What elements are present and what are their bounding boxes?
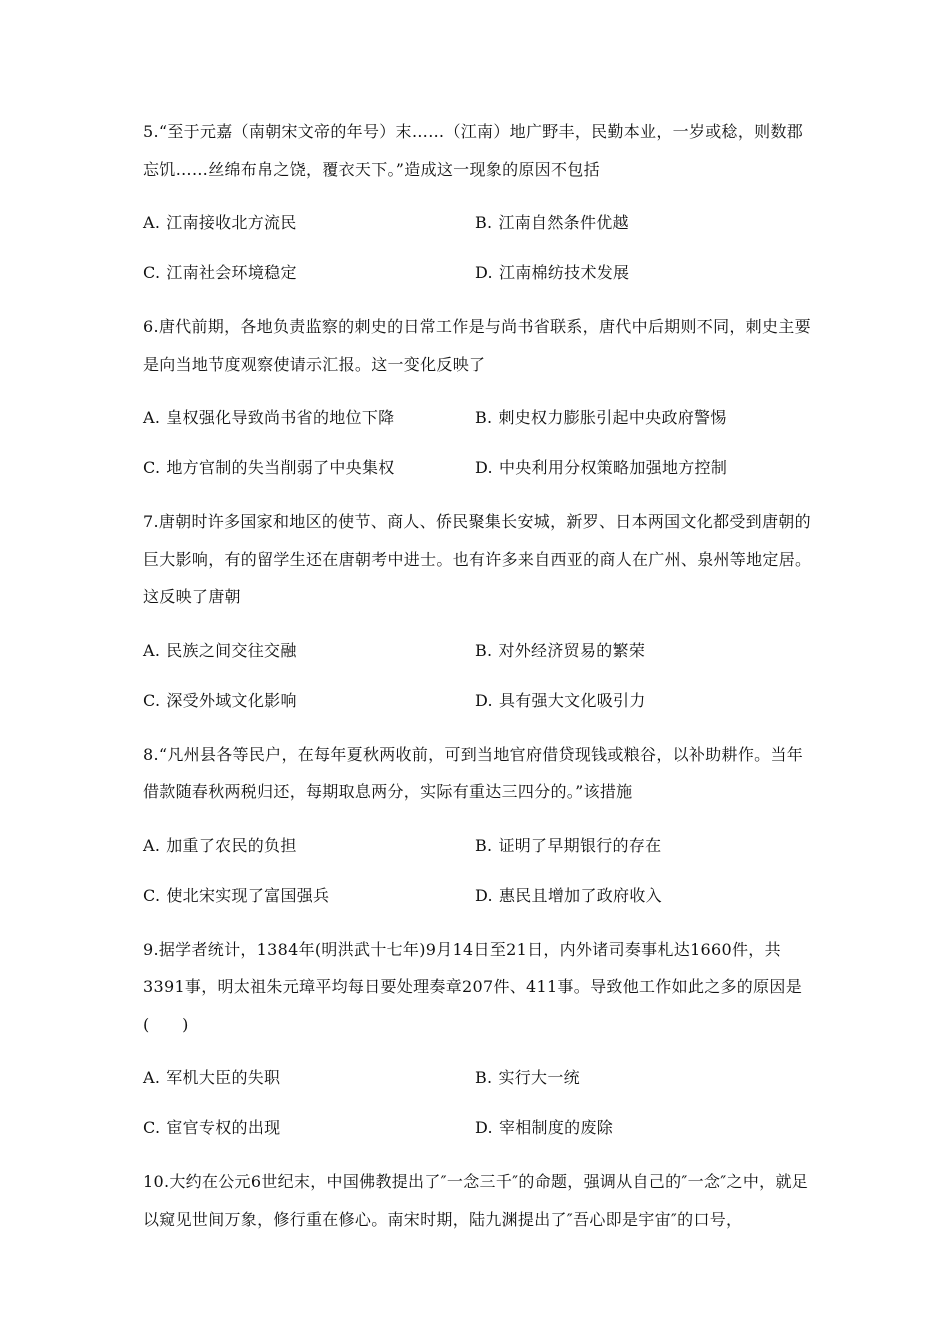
option-a[interactable] <box>143 626 475 676</box>
option-label: A. <box>143 213 161 232</box>
option-text: 具有强大文化吸引力 <box>498 690 646 710</box>
option-a[interactable] <box>143 198 475 248</box>
question-5 <box>143 113 813 298</box>
option-label: B. <box>475 1068 493 1087</box>
option-a[interactable] <box>143 1053 475 1103</box>
option-c[interactable] <box>143 443 475 493</box>
option-label: A. <box>143 1068 161 1087</box>
option-d[interactable] <box>475 1103 813 1153</box>
option-text: 证明了早期银行的存在 <box>498 835 662 855</box>
option-label: B. <box>475 835 493 855</box>
option-label: B. <box>475 640 493 660</box>
options-grid <box>143 1053 813 1153</box>
option-label: D. <box>475 263 493 282</box>
option-label: D. <box>475 885 493 905</box>
option-label: B. <box>475 408 493 427</box>
question-9 <box>143 931 813 1154</box>
option-text: 对外经济贸易的繁荣 <box>498 640 646 660</box>
option-text: 宰相制度的废除 <box>498 1118 614 1137</box>
exam-page <box>143 113 813 1238</box>
question-number: 10. <box>143 1172 170 1191</box>
option-c[interactable] <box>143 1103 475 1153</box>
option-text: 加重了农民的负担 <box>166 835 297 855</box>
option-c[interactable] <box>143 248 475 298</box>
option-label: D. <box>475 690 493 710</box>
option-d[interactable] <box>475 871 813 921</box>
option-text: 使北宋实现了富国强兵 <box>166 885 330 905</box>
option-b[interactable] <box>475 821 813 871</box>
option-text: 民族之间交往交融 <box>166 640 297 660</box>
question-stem <box>143 736 813 811</box>
option-text: 江南接收北方流民 <box>166 213 297 232</box>
question-stem <box>143 308 813 383</box>
option-label: A. <box>143 640 161 660</box>
option-c[interactable] <box>143 676 475 726</box>
option-label: D. <box>475 1118 493 1137</box>
option-text: 地方官制的失当削弱了中央集权 <box>166 458 395 477</box>
question-text: “凡州县各等民户，在每年夏秋两收前，可到当地官府借贷现钱或粮谷，以补助耕作。当年借款随春秋两税归还，每期取息两分，实际有重达三四分的。”该措施 <box>143 744 804 801</box>
question-text: 唐代前期，各地负责监察的刺史的日常工作是与尚书省联系，唐代中后期则不同，刺史主要是向当地节度观察使请示汇报。这一变化反映了 <box>143 317 811 374</box>
option-text: 皇权强化导致尚书省的地位下降 <box>166 408 395 427</box>
option-label: C. <box>143 1118 161 1137</box>
option-b[interactable] <box>475 393 813 443</box>
option-d[interactable] <box>475 676 813 726</box>
option-d[interactable] <box>475 443 813 493</box>
question-number: 6. <box>143 317 159 336</box>
question-text: 大约在公元6世纪末，中国佛教提出了″一念三千″的命题，强调从自己的″一念″之中，就足以窥见世间万象，修行重在修心。南宋时期，陆九渊提出了″吾心即是宇宙″的口号， <box>143 1172 809 1229</box>
option-a[interactable] <box>143 821 475 871</box>
question-stem <box>143 931 813 1044</box>
question-stem <box>143 503 813 616</box>
option-d[interactable] <box>475 248 813 298</box>
question-number: 9. <box>143 939 159 959</box>
option-b[interactable] <box>475 626 813 676</box>
question-text: 唐朝时许多国家和地区的使节、商人、侨民聚集长安城，新罗、日本两国文化都受到唐朝的巨大影响，有的留学生还在唐朝考中进士。也有许多来自西亚的商人在广州、泉州等地定居。这反映了唐朝 <box>143 512 812 606</box>
options-grid <box>143 821 813 921</box>
option-text: 江南自然条件优越 <box>498 213 629 232</box>
option-label: C. <box>143 458 161 477</box>
option-label: C. <box>143 690 161 710</box>
options-grid <box>143 626 813 726</box>
option-b[interactable] <box>475 198 813 248</box>
question-stem <box>143 1163 813 1238</box>
option-a[interactable] <box>143 393 475 443</box>
option-text: 军机大臣的失职 <box>166 1068 281 1087</box>
option-text: 刺史权力膨胀引起中央政府警惕 <box>498 408 727 427</box>
question-number: 8. <box>143 744 159 764</box>
option-label: A. <box>143 835 161 855</box>
option-label: B. <box>475 213 493 232</box>
question-stem <box>143 113 813 188</box>
option-text: 宦官专权的出现 <box>166 1118 281 1137</box>
option-b[interactable] <box>475 1053 813 1103</box>
option-text: 江南棉纺技术发展 <box>498 263 630 282</box>
option-label: D. <box>475 458 493 477</box>
option-text: 实行大一统 <box>498 1068 580 1087</box>
question-10 <box>143 1163 813 1238</box>
options-grid <box>143 393 813 493</box>
question-text: 据学者统计，1384年(明洪武十七年)9月14日至21日，内外诸司奏事札达1660件，共3391事，明太祖朱元璋平均每日要处理奏章207件、411事。导致他工作如此之多的原因是( ) <box>143 939 802 1034</box>
option-text: 深受外域文化影响 <box>166 690 297 710</box>
option-text: 惠民且增加了政府收入 <box>498 885 662 905</box>
option-label: C. <box>143 263 161 282</box>
question-number: 7. <box>143 512 159 531</box>
question-number: 5. <box>143 122 159 141</box>
options-grid <box>143 198 813 298</box>
question-8 <box>143 736 813 921</box>
question-7 <box>143 503 813 726</box>
question-text: “至于元嘉（南朝宋文帝的年号）末……（江南）地广野丰，民勤本业，一岁或稔，则数郡忘饥……丝绵布帛之饶，覆衣天下。”造成这一现象的原因不包括 <box>143 122 804 179</box>
option-text: 江南社会环境稳定 <box>166 263 297 282</box>
question-6 <box>143 308 813 493</box>
option-label: C. <box>143 885 161 905</box>
option-text: 中央利用分权策略加强地方控制 <box>498 458 728 477</box>
option-c[interactable] <box>143 871 475 921</box>
option-label: A. <box>143 408 161 427</box>
